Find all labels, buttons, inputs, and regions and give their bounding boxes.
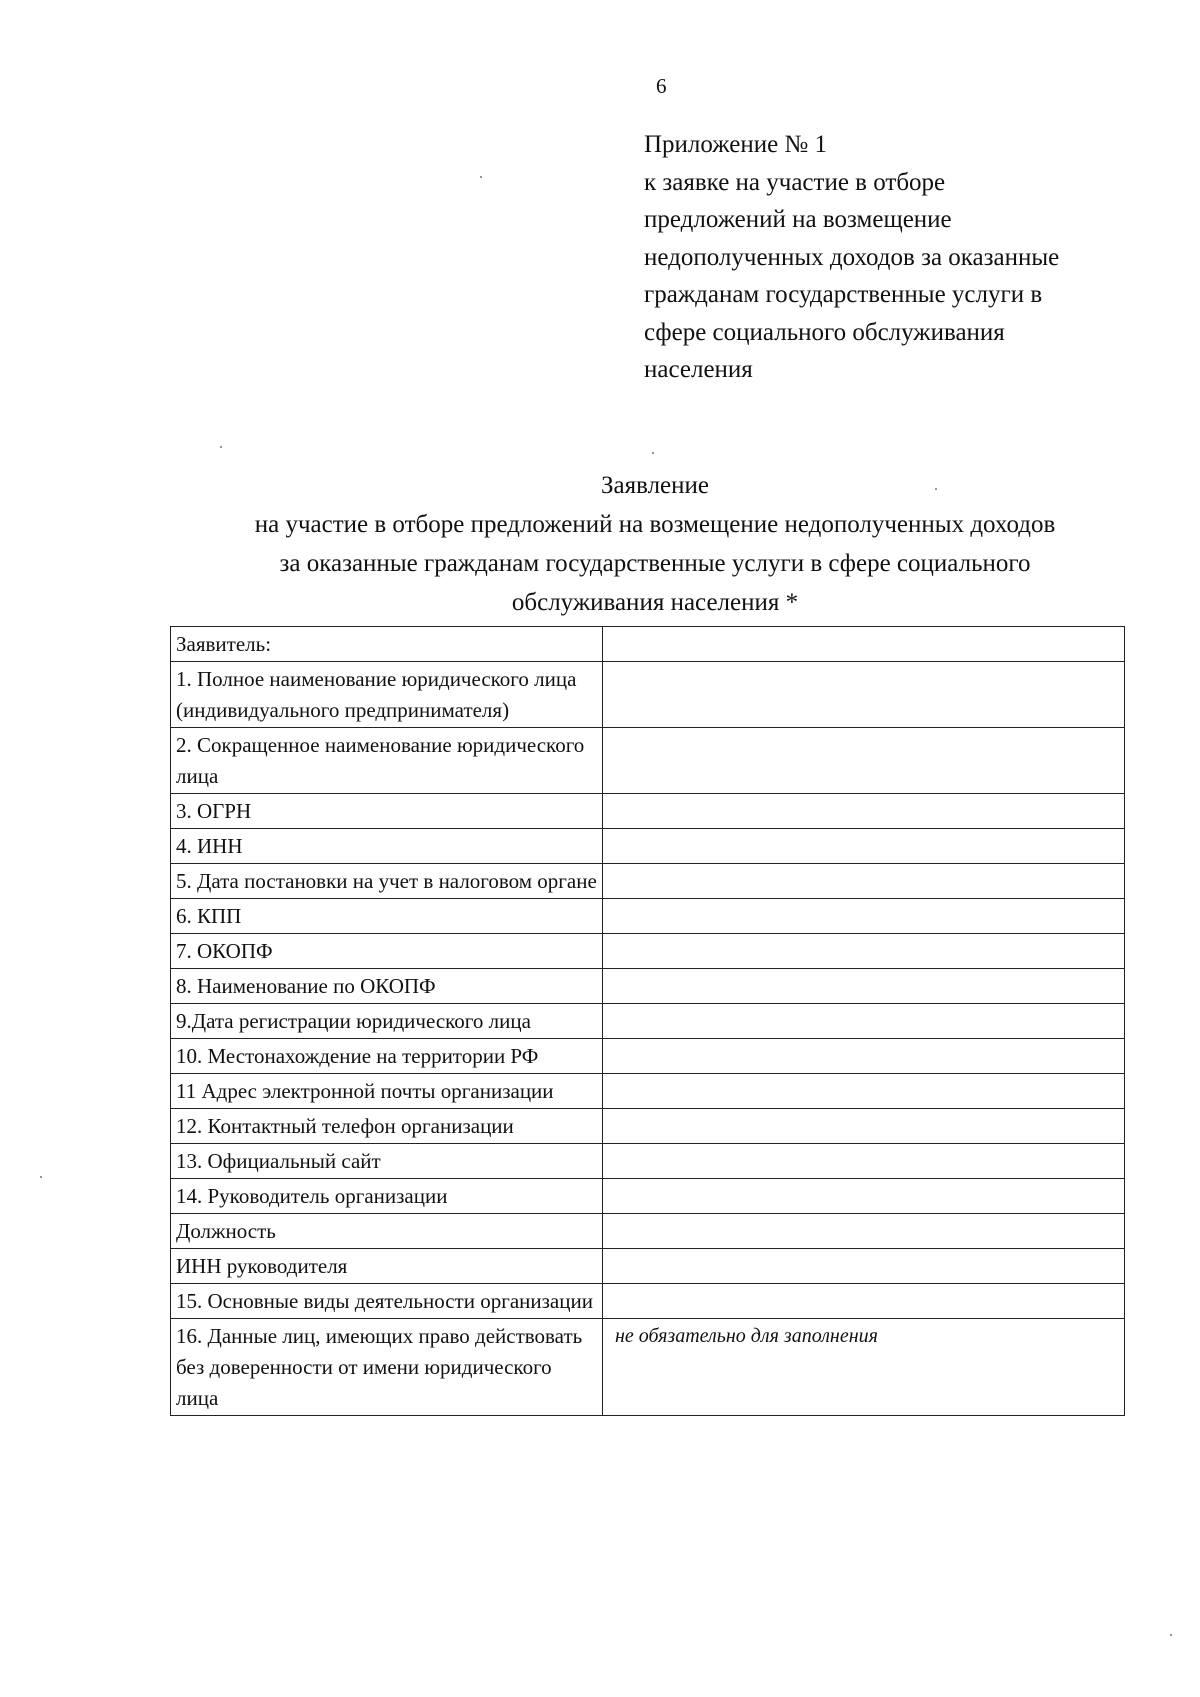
scan-speck [480, 176, 482, 178]
table-row [171, 1109, 1125, 1144]
row-label: 10. Местонахождение на территории РФ [171, 1039, 603, 1074]
table-row [171, 1284, 1125, 1319]
table-row [171, 899, 1125, 934]
table-row [171, 1319, 1125, 1416]
row-value-field[interactable] [603, 899, 1125, 934]
row-value-field[interactable] [603, 1039, 1125, 1074]
scan-speck [935, 488, 937, 490]
appendix-line: к заявке на участие в отборе [644, 168, 946, 196]
row-label: 2. Сокращенное наименование юридического лица [171, 728, 603, 794]
row-value-field[interactable] [603, 829, 1125, 864]
appendix-line: предложений на возмещение [644, 206, 952, 233]
table-row [171, 1179, 1125, 1214]
row-label: Должность [171, 1214, 603, 1249]
table-row [171, 1004, 1125, 1039]
row-value-field[interactable] [603, 1004, 1125, 1039]
table-row [171, 864, 1125, 899]
table-row [171, 1214, 1125, 1249]
row-label: 15. Основные виды деятельности организации [171, 1284, 603, 1319]
row-value-field[interactable]: не обязательно для заполнения [603, 1319, 1125, 1416]
table-row [171, 934, 1125, 969]
appendix-heading [644, 126, 1124, 389]
row-value-field[interactable] [603, 864, 1125, 899]
scan-speck [652, 452, 654, 454]
table-row [171, 662, 1125, 728]
document-title-line: на участие в отборе предложений на возмещение недополученных доходов [254, 511, 1056, 538]
row-label: 1. Полное наименование юридического лица (индивидуального предпринимателя) [171, 662, 603, 728]
table-row [171, 728, 1125, 794]
appendix-line: гражданам государственные услуги в [644, 281, 1043, 308]
row-label: Заявитель: [171, 627, 603, 662]
row-label: 7. ОКОПФ [171, 934, 603, 969]
appendix-line: недополученных доходов за оказанные [644, 243, 1060, 271]
row-label: 8. Наименование по ОКОПФ [171, 969, 603, 1004]
row-label: 14. Руководитель организации [171, 1179, 603, 1214]
row-value-field[interactable] [603, 728, 1125, 794]
row-label: 3. ОГРН [171, 794, 603, 829]
row-value-field[interactable] [603, 1074, 1125, 1109]
row-label: 9.Дата регистрации юридического лица [171, 1004, 603, 1039]
table-row [171, 1144, 1125, 1179]
row-label: 5. Дата постановки на учет в налоговом органе [171, 864, 603, 899]
scan-speck [40, 1176, 42, 1178]
scan-speck [1170, 1634, 1172, 1636]
row-value-field[interactable] [603, 934, 1125, 969]
row-value-field[interactable] [603, 627, 1125, 662]
document-heading: Заявление [600, 472, 710, 499]
table-row [171, 969, 1125, 1004]
row-label: 16. Данные лиц, имеющих право действовать без доверенности от имени юридического лица [171, 1319, 603, 1416]
row-label: 6. КПП [171, 899, 603, 934]
row-value-field[interactable] [603, 1249, 1125, 1284]
table-row [171, 829, 1125, 864]
row-label: 4. ИНН [171, 829, 603, 864]
document-title-line: обслуживания населения * [511, 589, 799, 616]
row-label: 12. Контактный телефон организации [171, 1109, 603, 1144]
row-value-field[interactable] [603, 969, 1125, 1004]
document-title [150, 466, 1160, 622]
row-label: 11 Адрес электронной почты организации [171, 1074, 603, 1109]
table-row [171, 627, 1125, 662]
document-title-line: за оказанные гражданам государственные услуги в сфере социального [279, 550, 1031, 577]
appendix-title: Приложение № 1 [644, 131, 828, 158]
row-value-field[interactable] [603, 794, 1125, 829]
table-row [171, 1039, 1125, 1074]
table-row [171, 794, 1125, 829]
table-row [171, 1074, 1125, 1109]
scan-speck [220, 446, 222, 448]
page-number: 6 [656, 74, 667, 98]
row-value-field[interactable] [603, 1179, 1125, 1214]
row-value-field[interactable] [603, 1214, 1125, 1249]
row-value-field[interactable] [603, 1284, 1125, 1319]
row-value-field[interactable] [603, 662, 1125, 728]
row-value-field[interactable] [603, 1144, 1125, 1179]
application-form-table [170, 626, 1125, 1416]
appendix-line: сфере социального обслуживания [644, 318, 1005, 346]
row-label: ИНН руководителя [171, 1249, 603, 1284]
row-label: 13. Официальный сайт [171, 1144, 603, 1179]
table-row [171, 1249, 1125, 1284]
appendix-line: населения [644, 356, 753, 383]
row-value-field[interactable] [603, 1109, 1125, 1144]
